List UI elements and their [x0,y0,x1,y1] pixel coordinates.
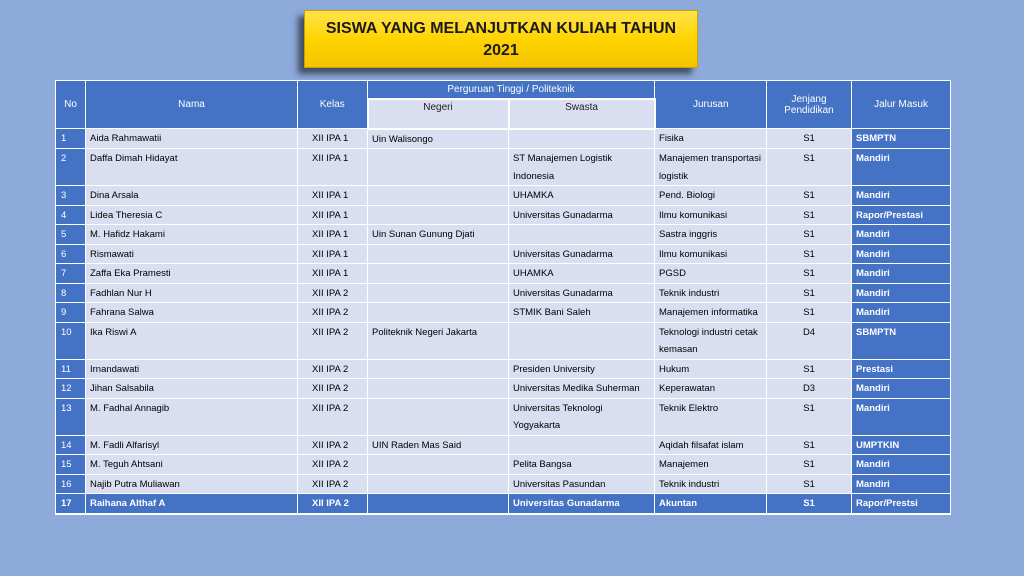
table-row [56,129,951,149]
cell-swasta: ST Manajemen Logistik Indonesia [509,149,655,186]
cell-jurusan: Aqidah filsafat islam [655,435,767,455]
cell-kelas: XII IPA 2 [298,474,368,494]
table-row [56,303,951,323]
cell-jurusan: PGSD [655,264,767,284]
cell-jalur: SBMPTN [852,129,951,149]
cell-jenjang: S1 [767,474,852,494]
table-row [56,359,951,379]
cell-jenjang: S1 [767,186,852,206]
header-perguruan-tinggi: Perguruan Tinggi / Politeknik [368,81,655,99]
cell-kelas: XII IPA 1 [298,186,368,206]
table-row [56,225,951,245]
cell-jenjang: S1 [767,435,852,455]
table-row [56,322,951,359]
cell-jenjang: S1 [767,283,852,303]
table-row [56,494,951,514]
cell-kelas: XII IPA 2 [298,322,368,359]
cell-nama: Zaffa Eka Pramesti [86,264,298,284]
cell-jurusan: Ilmu komunikasi [655,244,767,264]
cell-no: 4 [56,205,86,225]
cell-jenjang: S1 [767,149,852,186]
title-line-2: 2021 [483,42,519,59]
cell-jenjang: S1 [767,244,852,264]
cell-swasta: Universitas Gunadarma [509,283,655,303]
cell-jalur: Mandiri [852,244,951,264]
cell-jurusan: Fisika [655,129,767,149]
table-row [56,455,951,475]
cell-kelas: XII IPA 2 [298,494,368,514]
cell-jalur: Prestasi [852,359,951,379]
cell-jalur: Mandiri [852,474,951,494]
cell-swasta: Presiden University [509,359,655,379]
cell-swasta: Universitas Gunadarma [509,205,655,225]
cell-swasta [509,435,655,455]
cell-kelas: XII IPA 1 [298,225,368,245]
cell-negeri [368,494,509,514]
cell-no: 7 [56,264,86,284]
cell-jenjang: S1 [767,359,852,379]
cell-negeri [368,455,509,475]
cell-negeri: Uin Walisongo [368,129,509,149]
cell-swasta [509,225,655,245]
table-row [56,398,951,435]
cell-jenjang: S1 [767,303,852,323]
cell-nama: Najib Putra Muliawan [86,474,298,494]
cell-swasta: Universitas Teknologi Yogyakarta [509,398,655,435]
header-jenjang-line2: Pendidikan [784,104,834,116]
table-row [56,283,951,303]
cell-jenjang: S1 [767,129,852,149]
cell-no: 3 [56,186,86,206]
cell-jenjang: D4 [767,322,852,359]
table-row [56,205,951,225]
cell-jurusan: Teknik industri [655,474,767,494]
cell-jurusan: Ilmu komunikasi [655,205,767,225]
cell-no: 5 [56,225,86,245]
cell-jenjang: S1 [767,455,852,475]
cell-jurusan: Keperawatan [655,379,767,399]
cell-kelas: XII IPA 1 [298,129,368,149]
cell-jalur: Mandiri [852,186,951,206]
cell-jenjang: S1 [767,264,852,284]
cell-nama: M. Hafidz Hakami [86,225,298,245]
table-row [56,244,951,264]
cell-jurusan: Manajemen [655,455,767,475]
cell-no: 15 [56,455,86,475]
header-swasta: Swasta [509,99,655,129]
cell-negeri [368,283,509,303]
cell-no: 1 [56,129,86,149]
cell-swasta: Universitas Medika Suherman [509,379,655,399]
cell-kelas: XII IPA 2 [298,435,368,455]
title-banner [304,10,698,68]
cell-negeri [368,186,509,206]
cell-kelas: XII IPA 1 [298,264,368,284]
cell-negeri [368,264,509,284]
cell-nama: Daffa Dimah Hidayat [86,149,298,186]
cell-negeri [368,149,509,186]
cell-nama: Irnandawati [86,359,298,379]
cell-no: 9 [56,303,86,323]
cell-negeri: Politeknik Negeri Jakarta [368,322,509,359]
cell-nama: Raihana Althaf A [86,494,298,514]
header-nama: Nama [86,81,298,129]
cell-jalur: Mandiri [852,398,951,435]
cell-nama: Fadhlan Nur H [86,283,298,303]
cell-kelas: XII IPA 2 [298,359,368,379]
cell-swasta [509,129,655,149]
cell-jurusan: Teknologi industri cetak kemasan [655,322,767,359]
cell-jalur: Rapor/Prestasi [852,205,951,225]
cell-negeri [368,303,509,323]
header-negeri: Negeri [368,99,509,129]
cell-no: 10 [56,322,86,359]
cell-negeri [368,359,509,379]
header-jalur: Jalur Masuk [852,81,951,129]
cell-kelas: XII IPA 2 [298,379,368,399]
cell-kelas: XII IPA 2 [298,303,368,323]
student-table [55,80,951,515]
cell-no: 13 [56,398,86,435]
cell-no: 6 [56,244,86,264]
header-jenjang-line1: Jenjang [791,93,827,105]
cell-jenjang: S1 [767,225,852,245]
cell-nama: Aida Rahmawatii [86,129,298,149]
cell-jurusan: Akuntan [655,494,767,514]
header-jenjang [767,81,852,129]
cell-jenjang: S1 [767,398,852,435]
cell-nama: Ika Riswi A [86,322,298,359]
cell-swasta: Universitas Gunadarma [509,494,655,514]
cell-jalur: Mandiri [852,303,951,323]
cell-kelas: XII IPA 1 [298,205,368,225]
cell-no: 17 [56,494,86,514]
cell-swasta: Universitas Pasundan [509,474,655,494]
cell-no: 16 [56,474,86,494]
table-row [56,186,951,206]
cell-swasta: UHAMKA [509,186,655,206]
cell-jalur: Mandiri [852,264,951,284]
cell-jalur: Mandiri [852,225,951,245]
table-row [56,435,951,455]
cell-jalur: Mandiri [852,455,951,475]
cell-kelas: XII IPA 2 [298,455,368,475]
header-kelas: Kelas [298,81,368,129]
cell-jalur: Mandiri [852,379,951,399]
cell-jalur: SBMPTN [852,322,951,359]
cell-no: 8 [56,283,86,303]
title-line-1: SISWA YANG MELANJUTKAN KULIAH TAHUN [325,20,677,37]
cell-nama: Fahrana Salwa [86,303,298,323]
cell-jenjang: S1 [767,494,852,514]
cell-jalur: Mandiri [852,283,951,303]
cell-negeri [368,379,509,399]
cell-jurusan: Pend. Biologi [655,186,767,206]
cell-nama: Jihan Salsabila [86,379,298,399]
cell-jurusan: Manajemen transportasi logistik [655,149,767,186]
cell-negeri: UIN Raden Mas Said [368,435,509,455]
cell-nama: Dina Arsala [86,186,298,206]
header-no: No [56,81,86,129]
cell-no: 2 [56,149,86,186]
cell-negeri [368,398,509,435]
cell-nama: M. Fadli Alfarisyl [86,435,298,455]
cell-swasta [509,322,655,359]
cell-kelas: XII IPA 1 [298,244,368,264]
cell-jurusan: Teknik Elektro [655,398,767,435]
cell-jurusan: Manajemen informatika [655,303,767,323]
cell-kelas: XII IPA 2 [298,283,368,303]
cell-kelas: XII IPA 1 [298,149,368,186]
table-row [56,264,951,284]
cell-no: 11 [56,359,86,379]
cell-jenjang: S1 [767,205,852,225]
table-header [56,81,951,129]
cell-negeri: Uin Sunan Gunung Djati [368,225,509,245]
table-row [56,149,951,186]
cell-nama: Lidea Theresia C [86,205,298,225]
cell-jurusan: Hukum [655,359,767,379]
cell-nama: M. Fadhal Annagib [86,398,298,435]
cell-no: 12 [56,379,86,399]
cell-negeri [368,205,509,225]
cell-jalur: Mandiri [852,149,951,186]
cell-swasta: STMIK Bani Saleh [509,303,655,323]
cell-jenjang: D3 [767,379,852,399]
cell-jurusan: Sastra inggris [655,225,767,245]
table-body [56,129,951,514]
cell-jalur: Rapor/Prestsi [852,494,951,514]
cell-kelas: XII IPA 2 [298,398,368,435]
cell-nama: M. Teguh Ahtsani [86,455,298,475]
cell-negeri [368,474,509,494]
cell-no: 14 [56,435,86,455]
cell-negeri [368,244,509,264]
cell-swasta: UHAMKA [509,264,655,284]
cell-swasta: Pelita Bangsa [509,455,655,475]
cell-swasta: Universitas Gunadarma [509,244,655,264]
cell-jurusan: Teknik industri [655,283,767,303]
cell-jalur: UMPTKIN [852,435,951,455]
table-row [56,379,951,399]
student-table-container [55,80,950,515]
table-row [56,474,951,494]
cell-nama: Rismawati [86,244,298,264]
header-jurusan: Jurusan [655,81,767,129]
